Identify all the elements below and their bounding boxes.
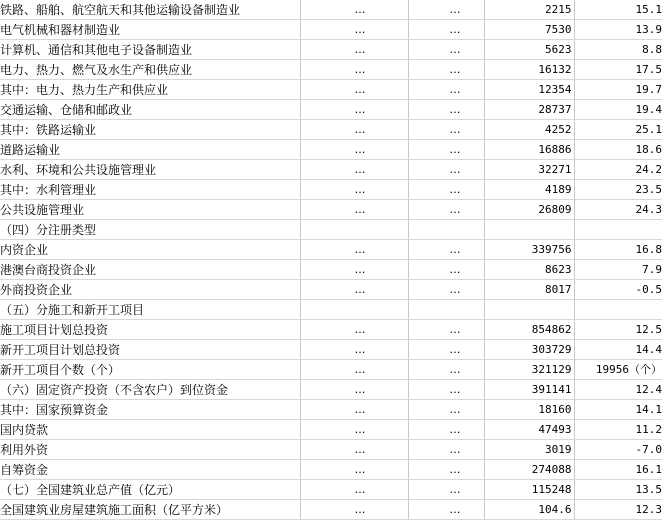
row-label	[0, 220, 300, 240]
placeholder-cell-1-text: …	[355, 83, 365, 96]
placeholder-cell-2-text: …	[450, 183, 460, 196]
table-row	[0, 60, 662, 80]
placeholder-cell-1-text: …	[355, 203, 365, 216]
growth-cell-text: 24.2	[636, 163, 662, 176]
row-label-text: 国内贷款	[0, 423, 48, 437]
value-cell-text: 339756	[532, 243, 572, 256]
growth-cell-text: 18.6	[636, 143, 662, 156]
value-cell	[484, 0, 574, 20]
row-label-text: 利用外资	[0, 443, 48, 457]
row-label	[0, 320, 300, 340]
placeholder-cell-1	[300, 440, 408, 460]
growth-cell	[574, 280, 662, 300]
placeholder-cell-1-text: …	[355, 323, 365, 336]
growth-cell-text: 19.7	[636, 83, 662, 96]
row-label-text: （六）固定资产投资（不含农户）到位资金	[0, 383, 228, 397]
placeholder-cell-2-text: …	[450, 23, 460, 36]
growth-cell	[574, 400, 662, 420]
row-label	[0, 500, 300, 520]
row-label	[0, 440, 300, 460]
value-cell-text: 115248	[532, 483, 572, 496]
growth-cell	[574, 200, 662, 220]
growth-cell	[574, 340, 662, 360]
placeholder-cell-2	[408, 160, 484, 180]
placeholder-cell-1	[300, 480, 408, 500]
row-label	[0, 480, 300, 500]
placeholder-cell-1-text: …	[355, 3, 365, 16]
placeholder-cell-2-text: …	[450, 163, 460, 176]
placeholder-cell-2-text: …	[450, 323, 460, 336]
row-label-text: 其中：水利管理业	[0, 183, 96, 197]
placeholder-cell-1-text: …	[355, 383, 365, 396]
value-cell-text: 18160	[538, 403, 571, 416]
placeholder-cell-2	[408, 480, 484, 500]
placeholder-cell-2-text: …	[450, 383, 460, 396]
value-cell-text: 391141	[532, 383, 572, 396]
growth-cell-text: -0.5	[636, 283, 662, 296]
placeholder-cell-1	[300, 460, 408, 480]
row-label-text: （四）分注册类型	[0, 223, 96, 237]
row-label	[0, 180, 300, 200]
placeholder-cell-2-text: …	[450, 43, 460, 56]
row-label	[0, 380, 300, 400]
row-label-text: 铁路、船舶、航空航天和其他运输设备制造业	[0, 3, 240, 17]
table-row	[0, 220, 662, 240]
value-cell-text: 4189	[545, 183, 572, 196]
row-label	[0, 340, 300, 360]
placeholder-cell-1-text: …	[355, 123, 365, 136]
table-row	[0, 460, 662, 480]
placeholder-cell-1-text: …	[355, 363, 365, 376]
placeholder-cell-2	[408, 300, 484, 320]
value-cell-text: 16886	[538, 143, 571, 156]
row-label	[0, 420, 300, 440]
growth-cell-text: 24.3	[636, 203, 662, 216]
growth-cell	[574, 440, 662, 460]
value-cell	[484, 360, 574, 380]
growth-cell	[574, 420, 662, 440]
placeholder-cell-1	[300, 180, 408, 200]
placeholder-cell-1	[300, 40, 408, 60]
value-cell	[484, 180, 574, 200]
row-label	[0, 400, 300, 420]
row-label	[0, 300, 300, 320]
placeholder-cell-1	[300, 300, 408, 320]
placeholder-cell-1	[300, 240, 408, 260]
placeholder-cell-1	[300, 120, 408, 140]
row-label-text: 其中：电力、热力生产和供应业	[0, 83, 168, 97]
value-cell	[484, 280, 574, 300]
growth-cell	[574, 20, 662, 40]
row-label-text: 电气机械和器材制造业	[0, 23, 120, 37]
growth-cell	[574, 480, 662, 500]
placeholder-cell-2-text: …	[450, 463, 460, 476]
value-cell-text: 28737	[538, 103, 571, 116]
growth-cell-text: 15.1	[636, 3, 662, 16]
row-label	[0, 100, 300, 120]
value-cell	[484, 140, 574, 160]
row-label	[0, 360, 300, 380]
row-label-text: 自筹资金	[0, 463, 48, 477]
growth-cell-text: 8.8	[642, 43, 662, 56]
growth-cell	[574, 100, 662, 120]
growth-cell-text: 14.4	[636, 343, 662, 356]
placeholder-cell-2	[408, 0, 484, 20]
row-label-text: 全国建筑业房屋建筑施工面积（亿平方米）	[0, 503, 228, 517]
row-label	[0, 0, 300, 20]
value-cell	[484, 320, 574, 340]
table-row	[0, 480, 662, 500]
placeholder-cell-1	[300, 380, 408, 400]
value-cell-text: 16132	[538, 63, 571, 76]
placeholder-cell-2	[408, 60, 484, 80]
value-cell	[484, 460, 574, 480]
placeholder-cell-2-text: …	[450, 423, 460, 436]
value-cell	[484, 40, 574, 60]
table-row	[0, 500, 662, 520]
table-row	[0, 200, 662, 220]
value-cell	[484, 60, 574, 80]
placeholder-cell-1-text: …	[355, 423, 365, 436]
value-cell-text: 2215	[545, 3, 572, 16]
table-row	[0, 400, 662, 420]
placeholder-cell-1	[300, 200, 408, 220]
placeholder-cell-1	[300, 140, 408, 160]
value-cell-text: 8017	[545, 283, 572, 296]
row-label	[0, 240, 300, 260]
growth-cell-text: 16.8	[636, 243, 662, 256]
placeholder-cell-2-text: …	[450, 503, 460, 516]
placeholder-cell-1	[300, 160, 408, 180]
row-label-text: 计算机、通信和其他电子设备制造业	[0, 43, 192, 57]
row-label	[0, 20, 300, 40]
value-cell-text: 854862	[532, 323, 572, 336]
growth-cell-text: 12.4	[636, 383, 662, 396]
row-label	[0, 40, 300, 60]
table-row	[0, 40, 662, 60]
placeholder-cell-2	[408, 200, 484, 220]
growth-cell-text: 13.9	[636, 23, 662, 36]
table-row	[0, 440, 662, 460]
row-label	[0, 160, 300, 180]
growth-cell-text: 17.5	[636, 63, 662, 76]
row-label	[0, 460, 300, 480]
value-cell	[484, 400, 574, 420]
value-cell	[484, 380, 574, 400]
row-label	[0, 280, 300, 300]
row-label-text: 港澳台商投资企业	[0, 263, 96, 277]
placeholder-cell-2	[408, 340, 484, 360]
value-cell	[484, 80, 574, 100]
row-label-text: 电力、热力、燃气及水生产和供应业	[0, 63, 192, 77]
row-label-text: 公共设施管理业	[0, 203, 84, 217]
value-cell-text: 4252	[545, 123, 572, 136]
placeholder-cell-2	[408, 180, 484, 200]
placeholder-cell-1-text: …	[355, 503, 365, 516]
placeholder-cell-1-text: …	[355, 43, 365, 56]
placeholder-cell-2-text: …	[450, 283, 460, 296]
value-cell-text: 321129	[532, 363, 572, 376]
value-cell	[484, 300, 574, 320]
growth-cell-text: 16.1	[636, 463, 662, 476]
row-label-text: （七）全国建筑业总产值（亿元）	[0, 483, 180, 497]
placeholder-cell-2	[408, 260, 484, 280]
table-row	[0, 380, 662, 400]
placeholder-cell-2	[408, 460, 484, 480]
value-cell	[484, 500, 574, 520]
placeholder-cell-1-text: …	[355, 263, 365, 276]
placeholder-cell-1	[300, 420, 408, 440]
placeholder-cell-1	[300, 100, 408, 120]
growth-cell-text: 14.1	[636, 403, 662, 416]
table-row	[0, 300, 662, 320]
row-label	[0, 200, 300, 220]
growth-cell	[574, 500, 662, 520]
growth-cell-text: 11.2	[636, 423, 662, 436]
table-row	[0, 280, 662, 300]
placeholder-cell-1	[300, 20, 408, 40]
growth-cell	[574, 0, 662, 20]
placeholder-cell-2	[408, 100, 484, 120]
placeholder-cell-1-text: …	[355, 283, 365, 296]
row-label-text: 外商投资企业	[0, 283, 72, 297]
table-row	[0, 240, 662, 260]
value-cell	[484, 440, 574, 460]
growth-cell	[574, 40, 662, 60]
row-label-text: 施工项目计划总投资	[0, 323, 108, 337]
placeholder-cell-2-text: …	[450, 103, 460, 116]
placeholder-cell-2-text: …	[450, 363, 460, 376]
placeholder-cell-2-text: …	[450, 143, 460, 156]
value-cell	[484, 420, 574, 440]
row-label-text: 道路运输业	[0, 143, 60, 157]
table-row	[0, 340, 662, 360]
placeholder-cell-1	[300, 80, 408, 100]
value-cell-text: 274088	[532, 463, 572, 476]
placeholder-cell-2	[408, 500, 484, 520]
value-cell-text: 47493	[538, 423, 571, 436]
placeholder-cell-2-text: …	[450, 343, 460, 356]
growth-cell	[574, 240, 662, 260]
placeholder-cell-1-text: …	[355, 243, 365, 256]
value-cell-text: 5623	[545, 43, 572, 56]
value-cell	[484, 100, 574, 120]
growth-cell	[574, 320, 662, 340]
placeholder-cell-2	[408, 320, 484, 340]
placeholder-cell-2	[408, 380, 484, 400]
growth-cell	[574, 160, 662, 180]
row-label-text: 新开工项目计划总投资	[0, 343, 120, 357]
growth-cell	[574, 360, 662, 380]
value-cell	[484, 220, 574, 240]
row-label-text: 水利、环境和公共设施管理业	[0, 163, 156, 177]
growth-cell-text: 7.9	[642, 263, 662, 276]
placeholder-cell-1	[300, 60, 408, 80]
table-row	[0, 160, 662, 180]
value-cell	[484, 20, 574, 40]
growth-cell	[574, 220, 662, 240]
placeholder-cell-1-text: …	[355, 183, 365, 196]
row-label-text: 其中：铁路运输业	[0, 123, 96, 137]
placeholder-cell-1-text: …	[355, 103, 365, 116]
growth-cell-text: 25.1	[636, 123, 662, 136]
growth-cell	[574, 140, 662, 160]
growth-cell	[574, 260, 662, 280]
placeholder-cell-1-text: …	[355, 23, 365, 36]
table-row	[0, 260, 662, 280]
placeholder-cell-2-text: …	[450, 3, 460, 16]
row-label	[0, 260, 300, 280]
table-row	[0, 20, 662, 40]
growth-cell-text: 13.5	[636, 483, 662, 496]
growth-cell	[574, 380, 662, 400]
placeholder-cell-1	[300, 0, 408, 20]
value-cell-text: 12354	[538, 83, 571, 96]
placeholder-cell-2-text: …	[450, 483, 460, 496]
placeholder-cell-1-text: …	[355, 483, 365, 496]
growth-cell-text: 19.4	[636, 103, 662, 116]
placeholder-cell-1-text: …	[355, 403, 365, 416]
table-row	[0, 0, 662, 20]
placeholder-cell-1	[300, 340, 408, 360]
table-row	[0, 180, 662, 200]
growth-cell	[574, 300, 662, 320]
value-cell	[484, 120, 574, 140]
table-row	[0, 100, 662, 120]
table-row	[0, 420, 662, 440]
row-label-text: （五）分施工和新开工项目	[0, 303, 144, 317]
placeholder-cell-2-text: …	[450, 443, 460, 456]
row-label-text: 其中：国家预算资金	[0, 403, 108, 417]
placeholder-cell-1-text: …	[355, 463, 365, 476]
placeholder-cell-2	[408, 280, 484, 300]
placeholder-cell-2-text: …	[450, 63, 460, 76]
placeholder-cell-1	[300, 280, 408, 300]
value-cell	[484, 260, 574, 280]
row-label	[0, 120, 300, 140]
placeholder-cell-2-text: …	[450, 203, 460, 216]
placeholder-cell-2	[408, 420, 484, 440]
row-label	[0, 140, 300, 160]
placeholder-cell-2	[408, 360, 484, 380]
row-label-text: 内资企业	[0, 243, 48, 257]
placeholder-cell-2-text: …	[450, 403, 460, 416]
placeholder-cell-1	[300, 220, 408, 240]
placeholder-cell-2	[408, 440, 484, 460]
row-label	[0, 60, 300, 80]
placeholder-cell-1	[300, 400, 408, 420]
value-cell-text: 8623	[545, 263, 572, 276]
table-row	[0, 120, 662, 140]
placeholder-cell-2	[408, 40, 484, 60]
placeholder-cell-2	[408, 140, 484, 160]
value-cell-text: 32271	[538, 163, 571, 176]
growth-cell-text: 19956（个）	[596, 363, 662, 376]
value-cell	[484, 200, 574, 220]
value-cell	[484, 340, 574, 360]
growth-cell-text: -7.0	[636, 443, 662, 456]
placeholder-cell-2-text: …	[450, 83, 460, 96]
table-row	[0, 140, 662, 160]
placeholder-cell-1	[300, 360, 408, 380]
value-cell	[484, 160, 574, 180]
placeholder-cell-2	[408, 80, 484, 100]
placeholder-cell-2	[408, 220, 484, 240]
placeholder-cell-2-text: …	[450, 123, 460, 136]
growth-cell-text: 12.3	[636, 503, 662, 516]
placeholder-cell-2	[408, 240, 484, 260]
row-label-text: 交通运输、仓储和邮政业	[0, 103, 132, 117]
row-label-text: 新开工项目个数（个）	[0, 363, 120, 377]
value-cell-text: 3019	[545, 443, 572, 456]
growth-cell-text: 23.5	[636, 183, 662, 196]
growth-cell-text: 12.5	[636, 323, 662, 336]
placeholder-cell-2	[408, 20, 484, 40]
growth-cell	[574, 120, 662, 140]
placeholder-cell-1-text: …	[355, 63, 365, 76]
table-row	[0, 320, 662, 340]
value-cell	[484, 240, 574, 260]
placeholder-cell-1-text: …	[355, 343, 365, 356]
placeholder-cell-2	[408, 400, 484, 420]
row-label	[0, 80, 300, 100]
table-row	[0, 80, 662, 100]
placeholder-cell-1-text: …	[355, 443, 365, 456]
placeholder-cell-2-text: …	[450, 243, 460, 256]
growth-cell	[574, 60, 662, 80]
value-cell-text: 26809	[538, 203, 571, 216]
placeholder-cell-1-text: …	[355, 163, 365, 176]
value-cell-text: 7530	[545, 23, 572, 36]
growth-cell	[574, 460, 662, 480]
value-cell	[484, 480, 574, 500]
value-cell-text: 303729	[532, 343, 572, 356]
growth-cell	[574, 80, 662, 100]
placeholder-cell-1-text: …	[355, 143, 365, 156]
growth-cell	[574, 180, 662, 200]
value-cell-text: 104.6	[538, 503, 571, 516]
table-row	[0, 360, 662, 380]
placeholder-cell-1	[300, 500, 408, 520]
placeholder-cell-1	[300, 260, 408, 280]
placeholder-cell-1	[300, 320, 408, 340]
placeholder-cell-2	[408, 120, 484, 140]
placeholder-cell-2-text: …	[450, 263, 460, 276]
